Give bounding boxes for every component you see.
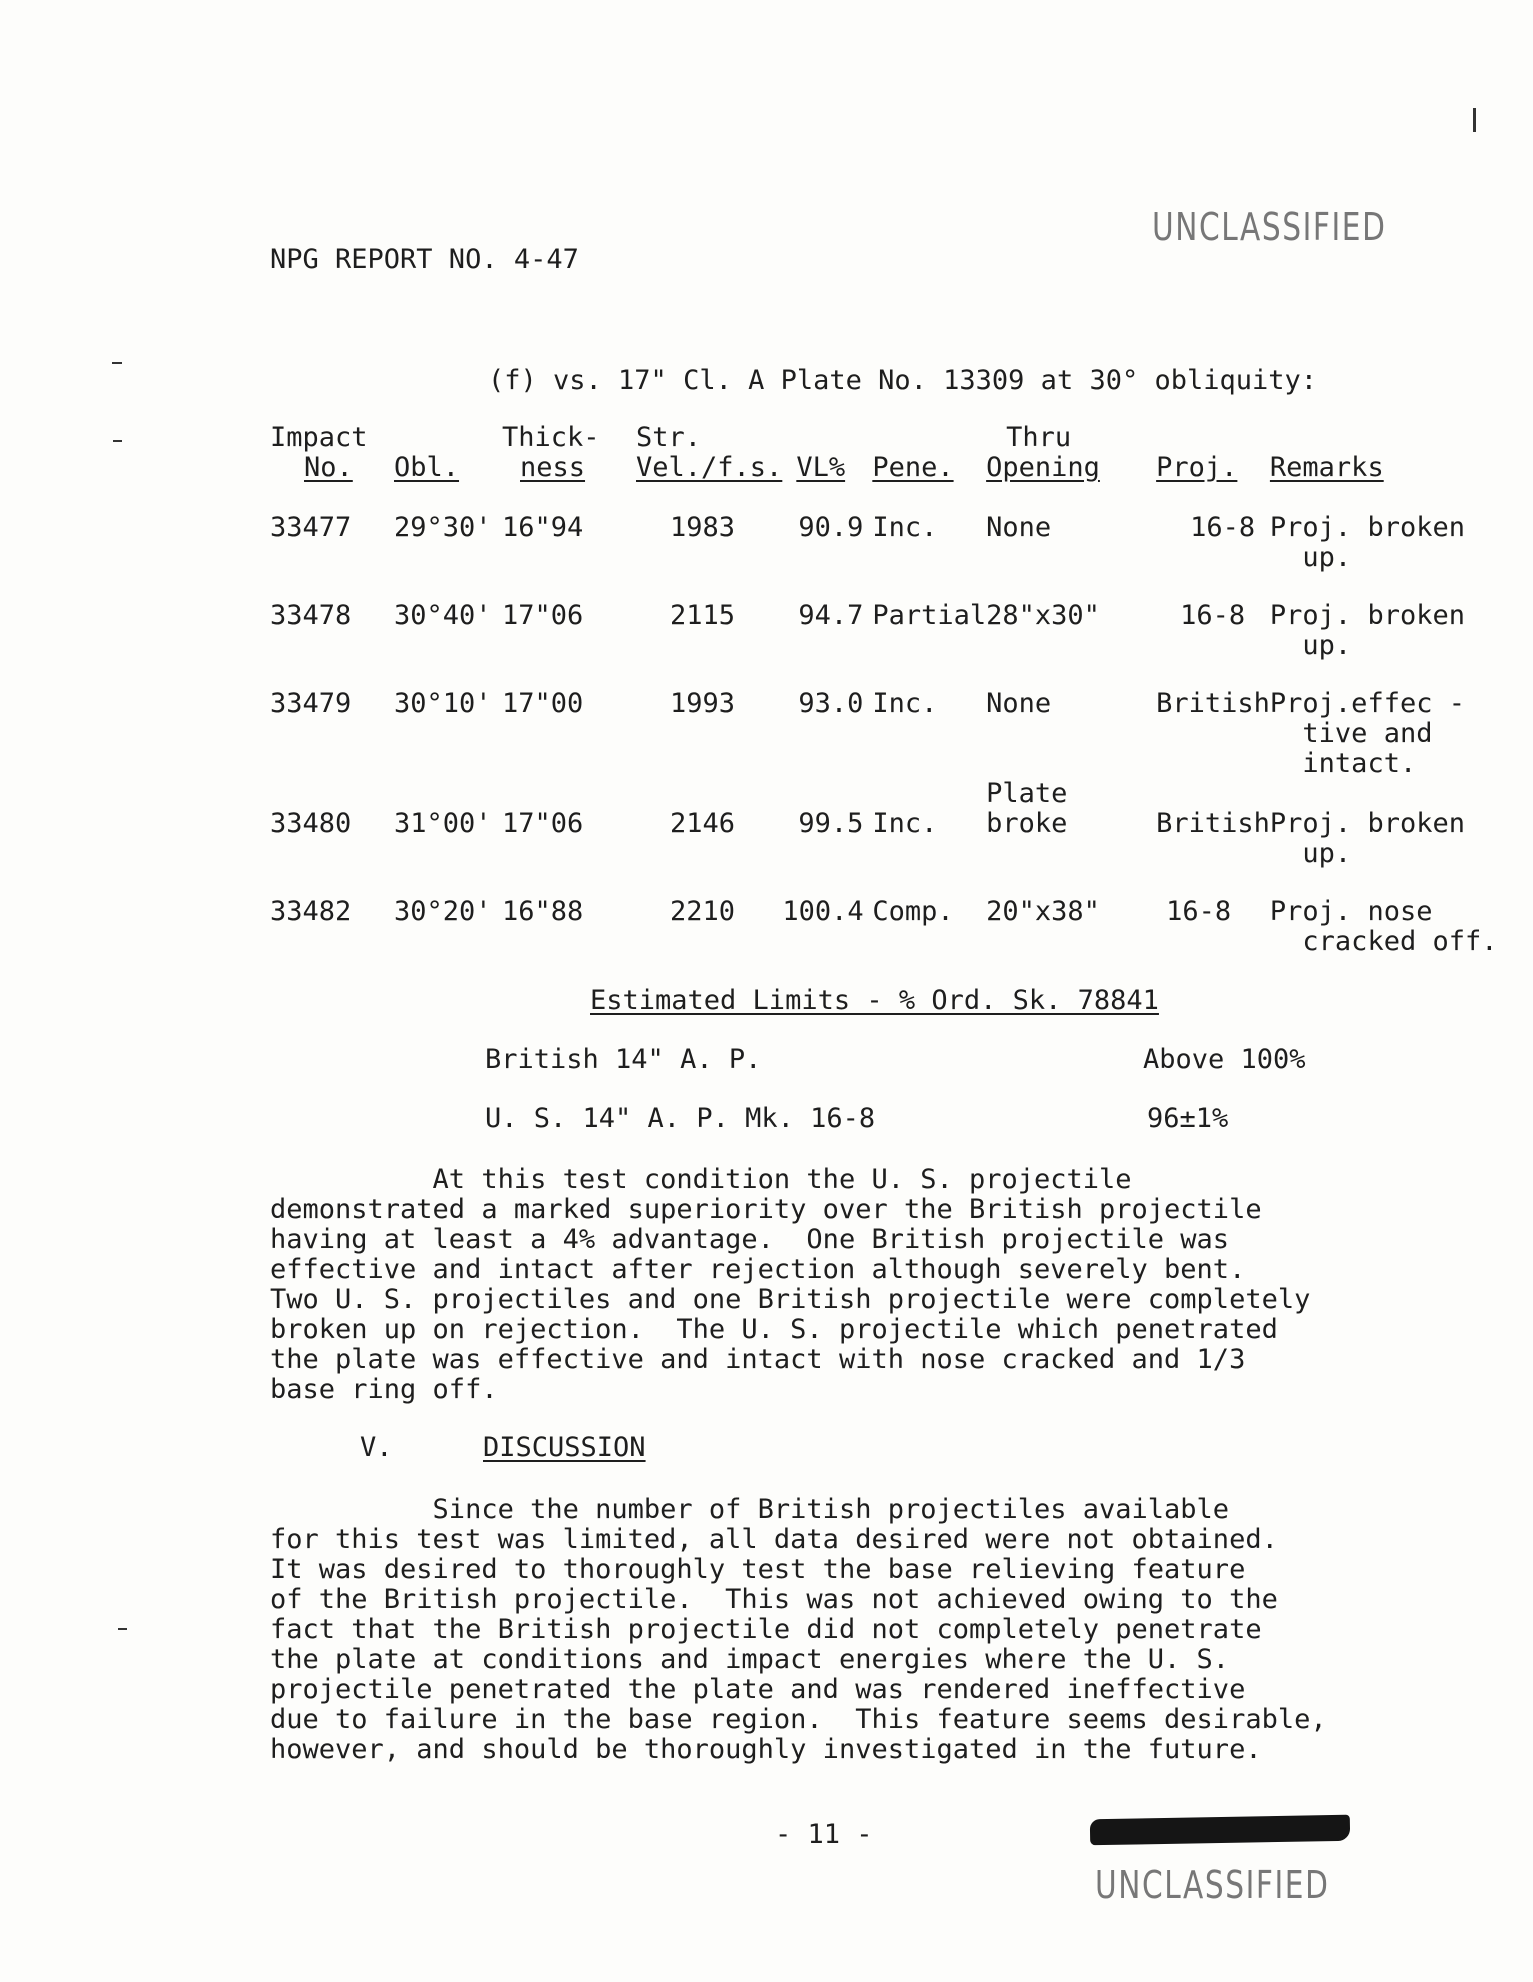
- margin-mark: [112, 362, 122, 364]
- velocity-cell: 1993: [670, 688, 736, 719]
- penetration-cell: Inc.: [872, 512, 938, 543]
- table-header-cell: [872, 423, 986, 453]
- table-row: [270, 573, 1497, 601]
- impact-no-cell: 33479: [270, 688, 352, 719]
- penetration-cell: Inc.: [872, 808, 938, 839]
- table-row: [270, 483, 1497, 513]
- vl-cell: 100.4: [782, 896, 864, 927]
- thickness-cell: 17"00: [502, 688, 584, 719]
- penetration-cell: Inc.: [872, 688, 938, 719]
- table-row: [270, 779, 1497, 809]
- table-row: [270, 869, 1497, 897]
- impact-no-cell: 33477: [270, 512, 352, 543]
- discussion-paragraph: Since the number of British projectiles available for this test was limited, all data desired were not obtained. It was desired to thoroughly test the base relieving feature of the British projectile. This was not achieved owing to the fact that the British projectile did not completely penetrate the plate at conditions and impact energies where the U. S. projectile penetrated the plate and was rendered ineffective due to failure in the base region. This feature seems desirable, however, and should be thoroughly investigated in the future.: [270, 1494, 1327, 1765]
- velocity-cell: 2146: [670, 808, 736, 839]
- projectile-cell: 16-8: [1180, 600, 1246, 631]
- impact-table: [270, 423, 1497, 957]
- discussion-heading: DISCUSSION: [483, 1432, 646, 1463]
- margin-mark: [118, 1628, 127, 1630]
- classification-stamp-bottom: UNCLASSIFIED: [1095, 1863, 1330, 1907]
- obliquity-cell: 31°00': [394, 808, 492, 839]
- table-header-cell: Opening: [986, 452, 1100, 483]
- table-header-cell: [782, 423, 872, 453]
- penetration-cell: Partial: [872, 600, 987, 631]
- thru-opening-cell: None: [986, 688, 1052, 719]
- obliquity-cell: 30°20': [394, 896, 492, 927]
- remarks-cell: Proj. broken up.: [1269, 600, 1465, 661]
- thru-opening-cell: None: [986, 512, 1052, 543]
- table-row: [270, 897, 1497, 957]
- obliquity-cell: 30°40': [394, 600, 492, 631]
- impact-no-cell: 33482: [270, 896, 352, 927]
- redaction-mark: [1090, 1815, 1350, 1846]
- projectile-cell: British: [1156, 808, 1270, 839]
- thru-opening-cell: 20"x38": [986, 896, 1100, 927]
- vl-cell: 90.9: [798, 512, 864, 543]
- limits-value: 96±1%: [1147, 1103, 1229, 1134]
- velocity-cell: 2115: [670, 600, 736, 631]
- remarks-cell: Proj. broken up.: [1269, 512, 1465, 573]
- thru-opening-cell: Plate: [986, 778, 1068, 809]
- results-paragraph: At this test condition the U. S. projectile demonstrated a marked superiority over the British projectile having at least a 4% advantage. One British projectile was effective and intact after rejection although severely bent. Two U. S. projectiles and one British projectile were completely broken up on rejection. The U. S. projectile which penetrated the plate was effective and intact with nose cracked and 1/3 base ring off.: [270, 1164, 1311, 1405]
- table-header-cell: Proj.: [1156, 452, 1238, 483]
- table-header-cell: Remarks: [1269, 452, 1384, 483]
- table-row: [270, 513, 1497, 573]
- table-header-row: [270, 423, 1497, 453]
- table-header-cell: Pene.: [872, 452, 954, 483]
- obliquity-cell: 30°10': [394, 688, 492, 719]
- remarks-cell: Proj. broken up.: [1269, 808, 1465, 869]
- thickness-cell: 16"88: [502, 896, 584, 927]
- limits-label: British 14" A. P.: [485, 1044, 762, 1075]
- table-header-cell: Thru: [1006, 422, 1072, 453]
- report-number: NPG REPORT NO. 4-47: [270, 244, 579, 275]
- table-header-cell: [394, 423, 502, 453]
- table-header-cell: Str.: [636, 422, 702, 453]
- limits-title: Estimated Limits - % Ord. Sk. 78841: [590, 985, 1159, 1016]
- table-header-cell: No.: [304, 452, 353, 483]
- table-row: [270, 809, 1497, 869]
- table-header-cell: VL%: [796, 452, 846, 483]
- thickness-cell: 17"06: [502, 600, 584, 631]
- projectile-cell: 16-8: [1190, 512, 1256, 543]
- projectile-cell: British: [1156, 688, 1270, 719]
- thickness-cell: 17"06: [502, 808, 584, 839]
- penetration-cell: Comp.: [872, 896, 954, 927]
- thru-opening-cell: broke: [986, 808, 1068, 839]
- table-header-cell: [1156, 423, 1270, 453]
- table-header-cell: Impact: [270, 422, 368, 453]
- impact-no-cell: 33480: [270, 808, 352, 839]
- velocity-cell: 1983: [670, 512, 736, 543]
- impact-no-cell: 33478: [270, 600, 352, 631]
- page-number: - 11 -: [775, 1819, 873, 1850]
- remarks-cell: Proj. nose cracked off.: [1269, 896, 1498, 957]
- velocity-cell: 2210: [670, 896, 736, 927]
- section-heading: (f) vs. 17" Cl. A Plate No. 13309 at 30° obliquity:: [488, 365, 1318, 396]
- table-header-cell: Vel./f.s.: [636, 452, 783, 483]
- thru-opening-cell: 28"x30": [986, 600, 1100, 631]
- obliquity-cell: 29°30': [394, 512, 492, 543]
- thickness-cell: 16"94: [502, 512, 584, 543]
- table-row: [270, 689, 1497, 779]
- table-header-cell: Thick-: [502, 422, 600, 453]
- vl-cell: 93.0: [798, 688, 864, 719]
- vl-cell: 99.5: [798, 808, 864, 839]
- classification-stamp-top: UNCLASSIFIED: [1152, 205, 1387, 249]
- table-row: [270, 661, 1497, 689]
- limits-label: U. S. 14" A. P. Mk. 16-8: [485, 1103, 876, 1134]
- section-numeral: V.: [360, 1432, 393, 1463]
- table-header-row: [270, 453, 1497, 483]
- projectile-cell: 16-8: [1166, 896, 1232, 927]
- table-header-cell: Obl.: [394, 452, 460, 483]
- limits-value: Above 100%: [1143, 1044, 1306, 1075]
- table-header-cell: ness: [520, 452, 586, 483]
- margin-mark: [113, 440, 122, 442]
- remarks-cell: Proj.effec - tive and intact.: [1269, 688, 1465, 779]
- table-header-cell: [1270, 423, 1498, 453]
- margin-mark: [1473, 108, 1476, 132]
- table-row: [270, 601, 1497, 661]
- vl-cell: 94.7: [798, 600, 864, 631]
